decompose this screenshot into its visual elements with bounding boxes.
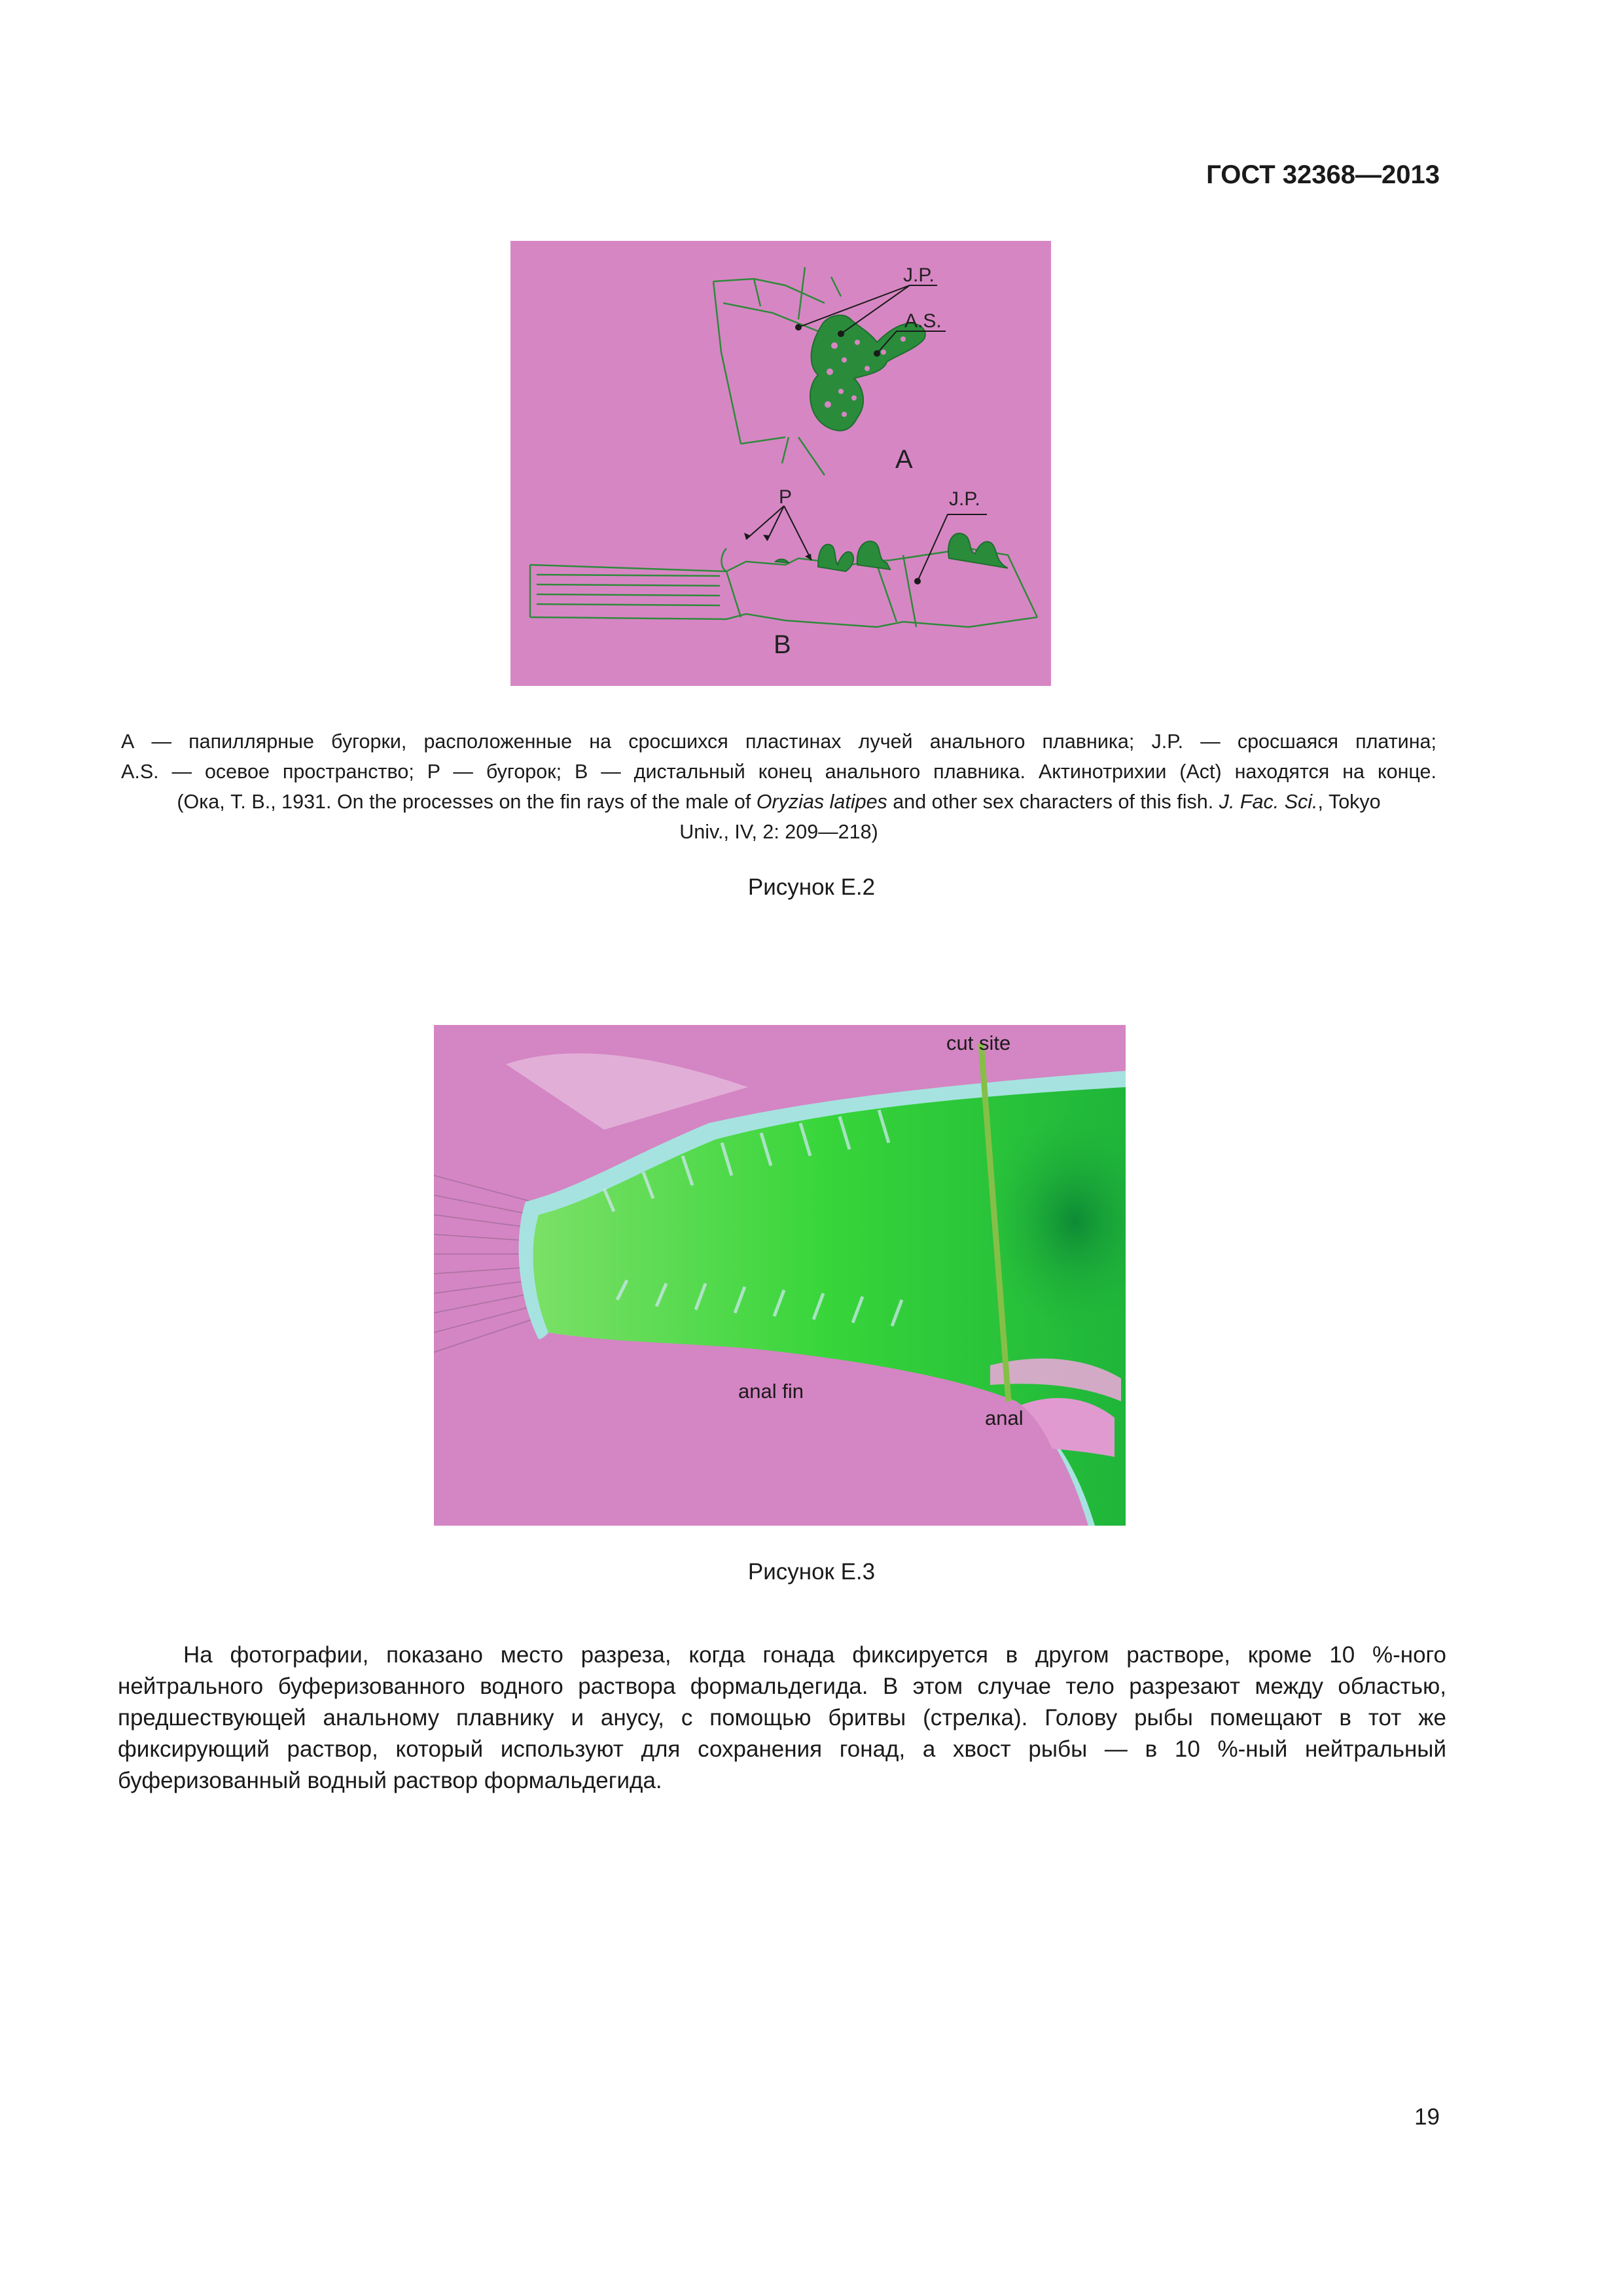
legend-line-1: А — папиллярные бугорки, расположенные на сросшихся пластинах лучей анального плавника; J.P. — сросшаяся платина;: [121, 730, 1436, 753]
label-a: A: [895, 445, 913, 474]
body-paragraph: [118, 1640, 1446, 1797]
figure-e3-caption: Рисунок Е.3: [747, 1559, 876, 1585]
label-as: A.S.: [904, 310, 942, 332]
label-jp-top: J.P.: [903, 264, 935, 286]
label-cut-site: cut site: [946, 1031, 1011, 1054]
fish-tail-photo: [434, 1025, 1126, 1526]
figure-e3-photo: [434, 1025, 1126, 1526]
figure-e2-drawing: [510, 241, 1051, 686]
label-p: P: [779, 486, 793, 508]
species-name: Oryzias latipes: [756, 791, 887, 813]
body-paragraph-text: На фотографии, показано место разреза, когда гонада фиксируется в другом растворе, кроме 10 %-ного нейтрального буферизованного водного раствора формальдегида. В этом случае тело разрезают между областью, предшествующей анальному плавнику и анусу, с помощью бритвы (стрелка). Голову рыбы помещают в тот же фиксирующий раствор, который используют для сохранения гонад, а хвост рыбы — в 10 %-ный нейтральный буферизованный водный раствор формальдегида.: [118, 1642, 1446, 1793]
legend-line-2: A.S. — осевое пространство; P — бугорок; B — дистальный конец анального плавника. Актинотрихии (Act) находятся на конце.: [121, 761, 1436, 783]
document-header: ГОСТ 32368—2013: [1206, 160, 1440, 189]
fin-ray-illustration: [510, 241, 1051, 686]
figure-e2-caption: Рисунок Е.2: [747, 874, 876, 900]
figure-e2-legend: [121, 726, 1436, 847]
legend-citation: (Ока, Т. В., 1931. On the processes on the fin rays of the male of Oryzias latipes and other sex characters of this fish. J. Fac. Sci., Tokyo: [177, 791, 1381, 813]
journal-name: J. Fac. Sci.: [1219, 791, 1318, 813]
legend-citation-line-2: Univ., IV, 2: 209—218): [679, 821, 878, 843]
label-b: B: [774, 630, 791, 659]
label-anal: anal: [985, 1407, 1024, 1429]
page-number: 19: [1414, 2104, 1440, 2130]
label-jp-bottom: J.P.: [949, 488, 980, 510]
label-anal-fin: anal fin: [738, 1380, 804, 1403]
